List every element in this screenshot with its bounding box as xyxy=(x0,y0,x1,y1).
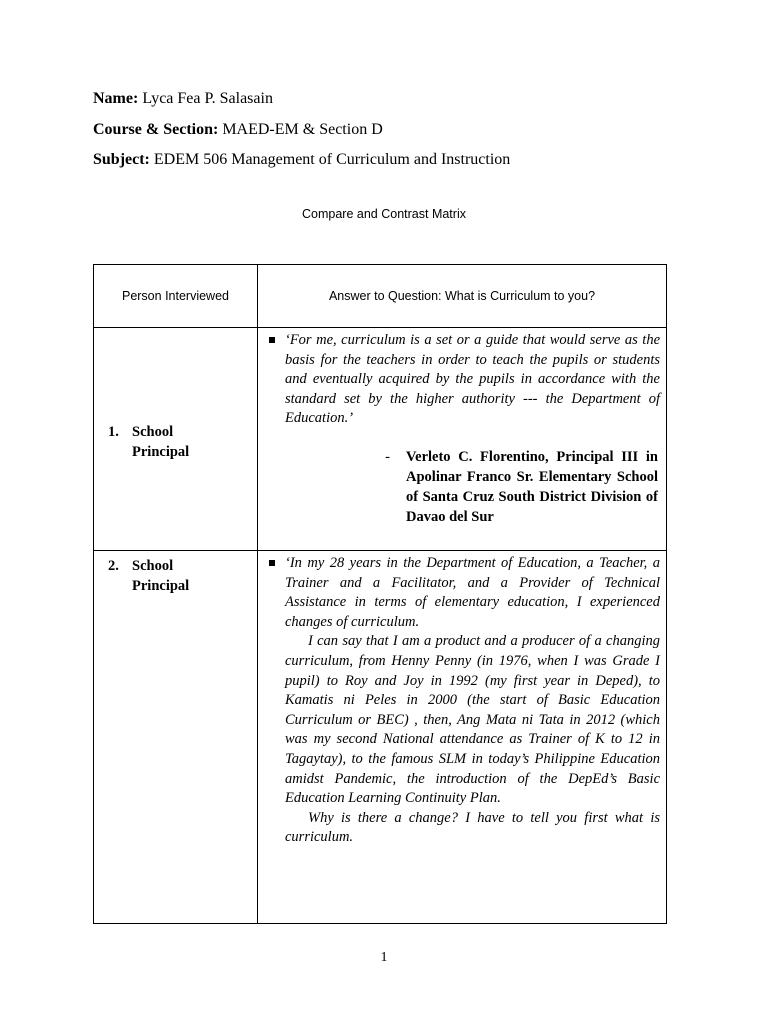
student-name-line xyxy=(93,89,273,109)
answer-text: ‘For me, curriculum is a set or a guide that would serve as the basis for the teachers in order to teach the pupils or students and eventually acquired by the pupils in accordance with the standard set by the higher authority --- the Department of Education.’ xyxy=(285,332,660,427)
row-number: 1. xyxy=(108,424,119,440)
course-section-line xyxy=(93,120,383,140)
subject-value: EDEM 506 Management of Curriculum and Instruction xyxy=(149,151,511,168)
person-cell xyxy=(94,551,258,924)
person-interviewed: School Principal xyxy=(132,558,190,594)
square-bullet-icon xyxy=(269,337,275,343)
matrix-title: Compare and Contrast Matrix xyxy=(302,207,466,221)
subject-label: Subject: xyxy=(93,151,150,168)
subject-line xyxy=(93,150,510,170)
table-header-row xyxy=(94,265,667,328)
attribution xyxy=(258,447,666,527)
name-value: Lyca Fea P. Salasain xyxy=(138,90,273,107)
attribution-dash: - xyxy=(385,448,390,465)
attribution-text: Verleto C. Florentino, Principal III in Apolinar Franco Sr. Elementary School of Santa Cruz South District Division of Davao del Sur xyxy=(406,448,658,525)
table-row xyxy=(94,551,667,924)
answer-paragraph-3: Why is there a change? I have to tell you first what is curriculum. xyxy=(285,809,660,846)
name-label: Name: xyxy=(93,90,139,107)
answer-paragraph-2: I can say that I am a product and a producer of a changing curriculum, from Henny Penny (in 1976, when I was Grade I pupil) to Roy and Joy in 1992 (my first year in Deped), to Kamatis ni Peles in 2000 (the start of Basic Education Curriculum or BEC) , then, Ang Mata ni Tata in 2012 (which was my second National attendance as Trainer of K to 12 in Tagaytay), to the famous SLM in today’s Philippine Education amidst Pandemic, the introduction of the DepEd’s Basic Education Learning Continuity Plan. xyxy=(285,633,660,807)
table-row xyxy=(94,328,667,551)
answer-cell xyxy=(258,328,667,551)
answer-cell xyxy=(258,551,667,924)
course-label: Course & Section: xyxy=(93,121,219,138)
course-value: MAED-EM & Section D xyxy=(218,121,383,138)
square-bullet-icon xyxy=(269,560,275,566)
person-interviewed: School Principal xyxy=(132,424,190,460)
page-number: 1 xyxy=(380,950,388,965)
column-header-answer: Answer to Question: What is Curriculum to you? xyxy=(258,265,667,328)
answer-paragraph-1: ‘In my 28 years in the Department of Education, a Teacher, a Trainer and a Facilitator, and a Provider of Technical Assistance in terms of elementary education, I experienced changes of curriculum. xyxy=(285,555,660,630)
person-cell xyxy=(94,328,258,551)
row-number: 2. xyxy=(108,558,119,574)
compare-contrast-matrix xyxy=(93,264,667,924)
column-header-person: Person Interviewed xyxy=(94,265,258,328)
